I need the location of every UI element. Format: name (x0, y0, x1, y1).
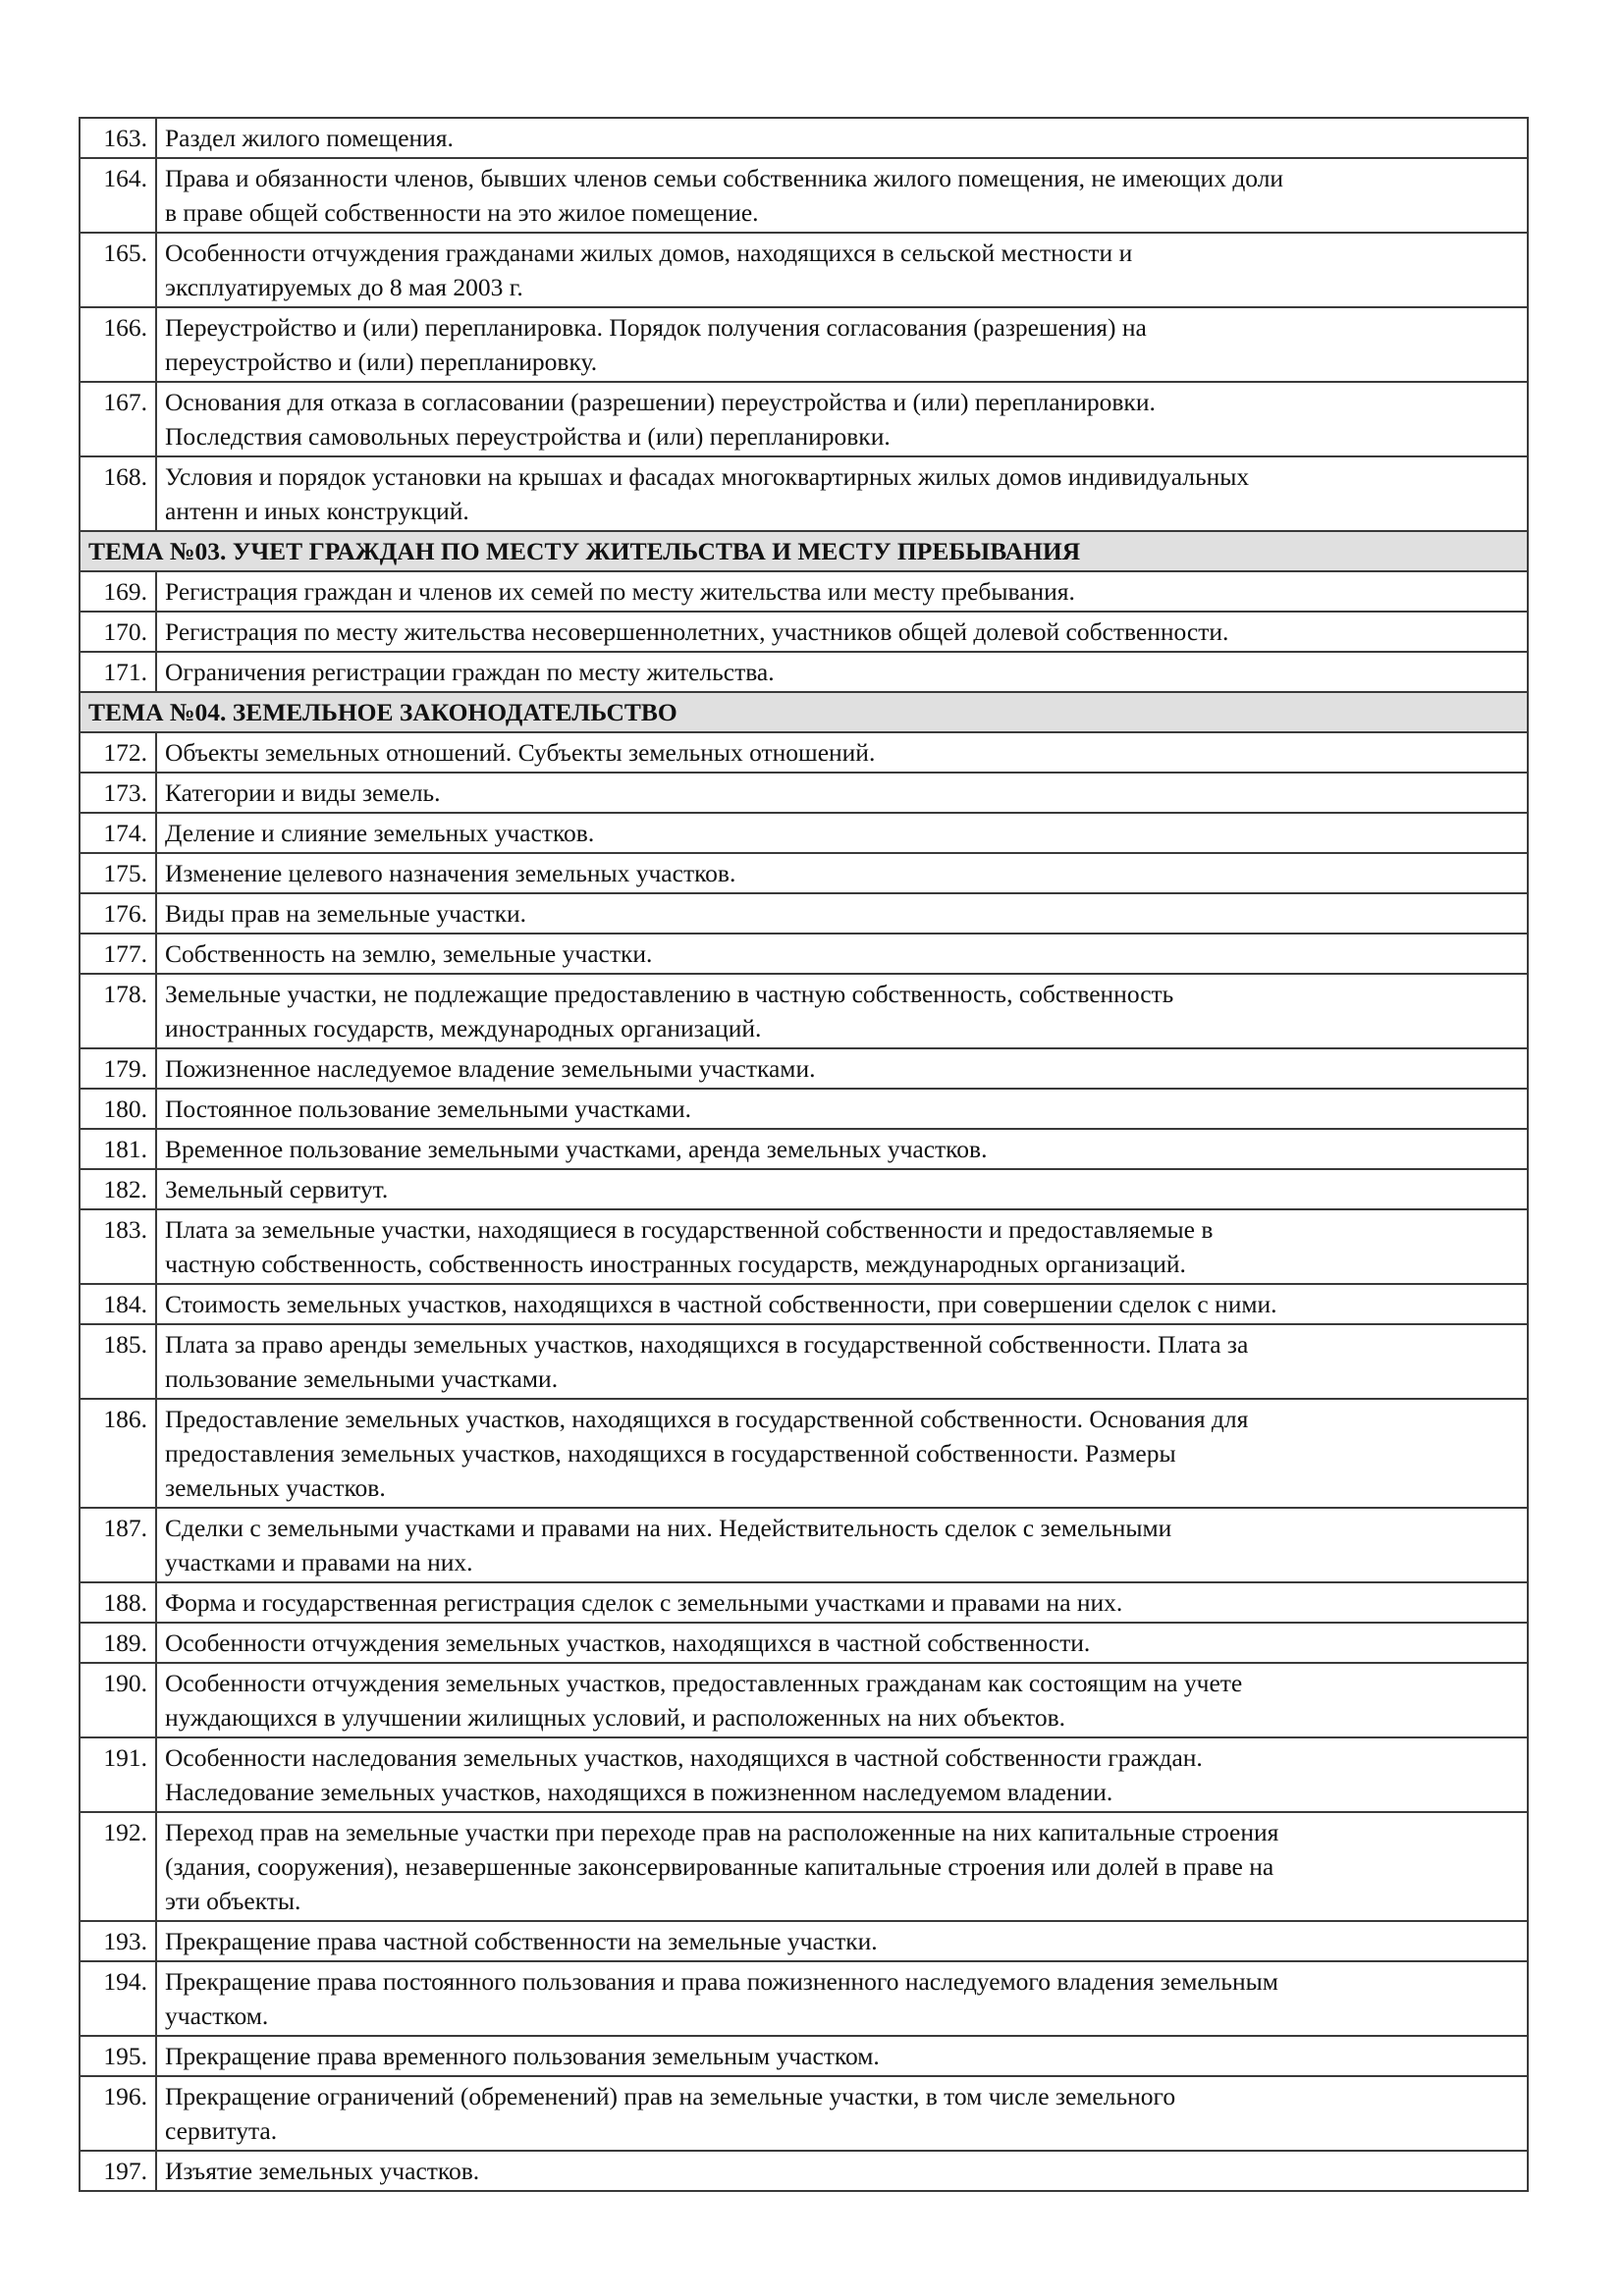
question-text-line: Деление и слияние земельных участков. (165, 819, 595, 847)
question-row (80, 1961, 1528, 2036)
question-text-line: Плата за земельные участки, находящиеся в государственной собственности и предоставляемые в (165, 1215, 1214, 1244)
question-row (80, 853, 1528, 893)
question-row (80, 118, 1528, 158)
question-text (156, 1623, 1528, 1663)
question-text (156, 571, 1528, 612)
question-text-line: Предоставление земельных участков, находящихся в государственной собственности. Основания для (165, 1405, 1249, 1433)
question-row (80, 974, 1528, 1048)
question-text (156, 934, 1528, 974)
question-row (80, 571, 1528, 612)
question-number: 181. (80, 1129, 156, 1169)
question-number: 173. (80, 773, 156, 813)
question-text (156, 1663, 1528, 1737)
question-text (156, 233, 1528, 307)
question-row (80, 1324, 1528, 1399)
question-text (156, 118, 1528, 158)
question-number: 185. (80, 1324, 156, 1399)
question-number: 174. (80, 813, 156, 853)
question-text (156, 456, 1528, 531)
question-row (80, 1129, 1528, 1169)
question-number: 179. (80, 1048, 156, 1089)
question-row (80, 1623, 1528, 1663)
question-number: 172. (80, 732, 156, 773)
question-text (156, 1169, 1528, 1209)
question-text-line: Особенности отчуждения земельных участков, находящихся в частной собственности. (165, 1629, 1091, 1657)
question-row (80, 1089, 1528, 1129)
question-text (156, 1209, 1528, 1284)
question-text-line: Последствия самовольных переустройства и (или) перепланировки. (165, 422, 891, 451)
question-text-line: Плата за право аренды земельных участков, находящихся в государственной собственности. Плата за (165, 1330, 1249, 1359)
question-text-line: Особенности наследования земельных участков, находящихся в частной собственности граждан. (165, 1743, 1203, 1772)
question-row (80, 1209, 1528, 1284)
question-text-line: Наследование земельных участков, находящихся в пожизненном наследуемом владении. (165, 1778, 1113, 1806)
question-row (80, 1508, 1528, 1582)
question-text-line: участками и правами на них. (165, 1548, 473, 1576)
question-text-line: Прекращение права частной собственности на земельные участки. (165, 1927, 878, 1955)
question-text-line: эти объекты. (165, 1887, 301, 1915)
question-number: 191. (80, 1737, 156, 1812)
question-number: 178. (80, 974, 156, 1048)
question-text-line: антенн и иных конструкций. (165, 497, 469, 525)
question-row (80, 1399, 1528, 1508)
question-text-line: Объекты земельных отношений. Субъекты земельных отношений. (165, 738, 876, 767)
question-text-line: Прекращение ограничений (обременений) прав на земельные участки, в том числе земельного (165, 2082, 1176, 2110)
question-text-line: Временное пользование земельными участками, аренда земельных участков. (165, 1135, 988, 1163)
question-number: 165. (80, 233, 156, 307)
question-row (80, 1663, 1528, 1737)
question-text-line: Переустройство и (или) перепланировка. Порядок получения согласования (разрешения) на (165, 313, 1147, 342)
question-text-line: Особенности отчуждения земельных участков, предоставленных гражданам как состоящим на учете (165, 1669, 1243, 1697)
question-number: 192. (80, 1812, 156, 1921)
question-number: 194. (80, 1961, 156, 2036)
question-text-line: Пожизненное наследуемое владение земельными участками. (165, 1054, 816, 1083)
question-number: 182. (80, 1169, 156, 1209)
question-number: 166. (80, 307, 156, 382)
question-text (156, 1582, 1528, 1623)
question-text-line: нуждающихся в улучшении жилищных условий, и расположенных на них объектов. (165, 1703, 1065, 1732)
question-text-line: пользование земельными участками. (165, 1364, 559, 1393)
question-row (80, 1048, 1528, 1089)
question-text (156, 1089, 1528, 1129)
question-text-line: Сделки с земельными участками и правами на них. Недействительность сделок с земельными (165, 1514, 1172, 1542)
question-text (156, 2151, 1528, 2191)
question-text (156, 1508, 1528, 1582)
question-number: 164. (80, 158, 156, 233)
question-text-line: Форма и государственная регистрация сделок с земельными участками и правами на них. (165, 1588, 1123, 1617)
question-row (80, 2076, 1528, 2151)
question-text (156, 893, 1528, 934)
question-row (80, 1812, 1528, 1921)
question-row (80, 732, 1528, 773)
question-text-line: Переход прав на земельные участки при переходе прав на расположенные на них капитальные строения (165, 1818, 1279, 1846)
question-text-line: участком. (165, 2002, 269, 2030)
topic-title: ТЕМА №03. УЧЕТ ГРАЖДАН ПО МЕСТУ ЖИТЕЛЬСТВА И МЕСТУ ПРЕБЫВАНИЯ (80, 531, 1528, 571)
question-text-line: Ограничения регистрации граждан по месту жительства. (165, 658, 775, 686)
question-text (156, 307, 1528, 382)
question-number: 163. (80, 118, 156, 158)
question-text-line: Прекращение права временного пользования земельным участком. (165, 2042, 880, 2070)
question-number: 168. (80, 456, 156, 531)
question-text-line: Основания для отказа в согласовании (разрешении) переустройства и (или) перепланировки. (165, 388, 1156, 416)
question-text (156, 1324, 1528, 1399)
question-row (80, 652, 1528, 692)
question-text (156, 2076, 1528, 2151)
question-text (156, 974, 1528, 1048)
questions-table-body (80, 118, 1528, 2191)
question-text-line: Права и обязанности членов, бывших членов семьи собственника жилого помещения, не имеющих доли (165, 164, 1284, 192)
question-number: 171. (80, 652, 156, 692)
question-number: 176. (80, 893, 156, 934)
question-row (80, 1284, 1528, 1324)
question-row (80, 893, 1528, 934)
question-row (80, 934, 1528, 974)
question-number: 196. (80, 2076, 156, 2151)
question-text-line: Изменение целевого назначения земельных участков. (165, 859, 736, 887)
topic-header-row (80, 531, 1528, 571)
question-row (80, 158, 1528, 233)
question-text-line: Изъятие земельных участков. (165, 2157, 480, 2185)
question-number: 190. (80, 1663, 156, 1737)
question-text-line: Постоянное пользование земельными участками. (165, 1095, 692, 1123)
question-number: 197. (80, 2151, 156, 2191)
question-row (80, 307, 1528, 382)
question-row (80, 1921, 1528, 1961)
question-text (156, 1129, 1528, 1169)
question-number: 180. (80, 1089, 156, 1129)
question-row (80, 1737, 1528, 1812)
question-number: 175. (80, 853, 156, 893)
question-text-line: Земельные участки, не подлежащие предоставлению в частную собственность, собственность (165, 980, 1174, 1008)
question-text-line: сервитута. (165, 2116, 278, 2145)
question-number: 170. (80, 612, 156, 652)
question-number: 177. (80, 934, 156, 974)
question-text-line: Прекращение права постоянного пользования и права пожизненного наследуемого владения земельным (165, 1967, 1278, 1996)
question-text-line: иностранных государств, международных организаций. (165, 1014, 762, 1042)
question-number: 189. (80, 1623, 156, 1663)
question-text-line: предоставления земельных участков, находящихся в государственной собственности. Размеры (165, 1439, 1176, 1468)
question-text (156, 1399, 1528, 1508)
question-text-line: Земельный сервитут. (165, 1175, 389, 1203)
question-row (80, 233, 1528, 307)
question-number: 183. (80, 1209, 156, 1284)
question-text (156, 1921, 1528, 1961)
question-row (80, 456, 1528, 531)
question-row (80, 813, 1528, 853)
topic-title: ТЕМА №04. ЗЕМЕЛЬНОЕ ЗАКОНОДАТЕЛЬСТВО (80, 692, 1528, 732)
question-row (80, 612, 1528, 652)
question-text-line: Стоимость земельных участков, находящихся в частной собственности, при совершении сделок с ними. (165, 1290, 1277, 1318)
question-number: 169. (80, 571, 156, 612)
question-text-line: в праве общей собственности на это жилое помещение. (165, 198, 759, 227)
question-row (80, 773, 1528, 813)
question-row (80, 382, 1528, 456)
question-text-line: Особенности отчуждения гражданами жилых домов, находящихся в сельской местности и (165, 239, 1133, 267)
question-text (156, 1737, 1528, 1812)
question-row (80, 2151, 1528, 2191)
question-number: 184. (80, 1284, 156, 1324)
question-text-line: (здания, сооружения), незавершенные законсервированные капитальные строения или долей в праве на (165, 1852, 1274, 1881)
topic-header-row (80, 692, 1528, 732)
question-text-line: частную собственность, собственность иностранных государств, международных организаций. (165, 1250, 1186, 1278)
question-text-line: земельных участков. (165, 1473, 386, 1502)
question-text-line: Категории и виды земель. (165, 778, 441, 807)
question-text-line: Регистрация по месту жительства несовершеннолетних, участников общей долевой собственности. (165, 617, 1229, 646)
question-text (156, 732, 1528, 773)
document-page (79, 117, 1529, 2192)
question-text (156, 382, 1528, 456)
question-text (156, 1284, 1528, 1324)
question-text-line: Регистрация граждан и членов их семей по месту жительства или месту пребывания. (165, 577, 1075, 606)
question-text-line: переустройство и (или) перепланировку. (165, 347, 598, 376)
question-number: 186. (80, 1399, 156, 1508)
question-text (156, 652, 1528, 692)
question-text (156, 1048, 1528, 1089)
question-row (80, 1169, 1528, 1209)
question-number: 188. (80, 1582, 156, 1623)
question-number: 167. (80, 382, 156, 456)
question-text-line: Собственность на землю, земельные участки. (165, 939, 653, 968)
question-text-line: Условия и порядок установки на крышах и фасадах многоквартирных жилых домов индивидуальных (165, 462, 1250, 491)
question-text (156, 813, 1528, 853)
question-text (156, 773, 1528, 813)
question-row (80, 1582, 1528, 1623)
question-text (156, 612, 1528, 652)
question-text (156, 853, 1528, 893)
question-text (156, 2036, 1528, 2076)
question-number: 187. (80, 1508, 156, 1582)
question-text (156, 1812, 1528, 1921)
question-text-line: эксплуатируемых до 8 мая 2003 г. (165, 273, 523, 301)
question-number: 195. (80, 2036, 156, 2076)
question-text (156, 1961, 1528, 2036)
questions-table (79, 117, 1529, 2192)
question-text-line: Виды прав на земельные участки. (165, 899, 527, 928)
question-text-line: Раздел жилого помещения. (165, 124, 454, 152)
question-number: 193. (80, 1921, 156, 1961)
question-row (80, 2036, 1528, 2076)
question-text (156, 158, 1528, 233)
